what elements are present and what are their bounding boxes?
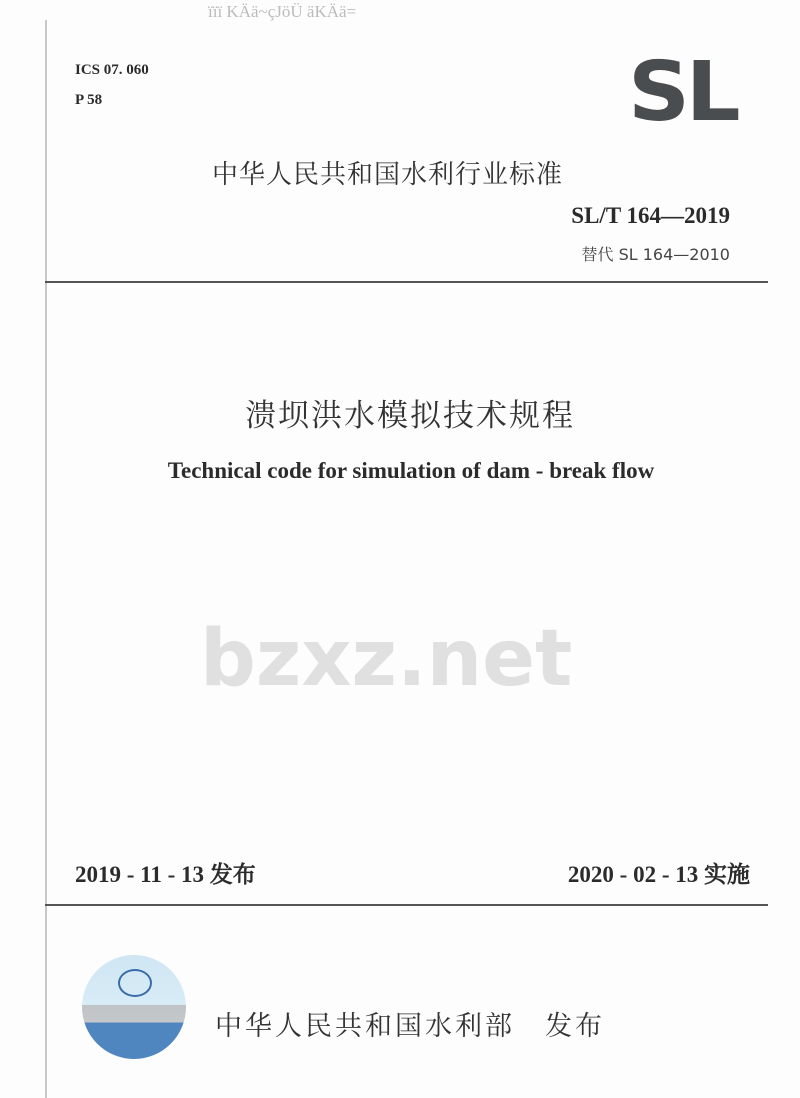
classification-code: P 58 xyxy=(75,92,103,108)
standard-number: SL/T 164—2019 xyxy=(571,203,730,228)
header-garbled-text: ïïï KÄä~çJöÜ äKÄä= xyxy=(208,2,357,21)
publisher: 中华人民共和国水利部 发布 xyxy=(215,1011,605,1042)
bottom-divider xyxy=(45,904,768,906)
title-chinese: 溃坝洪水模拟技术规程 xyxy=(245,398,575,434)
watermark: bzxz.net xyxy=(200,614,573,704)
top-divider xyxy=(45,281,768,283)
ics-code: ICS 07. 060 xyxy=(75,62,149,78)
replaces-standard: 替代 SL 164—2010 xyxy=(581,245,730,264)
standard-category: 中华人民共和国水利行业标准 xyxy=(212,160,564,190)
title-english: Technical code for simulation of dam - break flow xyxy=(167,458,655,483)
issue-date: 2019 - 11 - 13 发布 xyxy=(75,862,256,887)
effective-date: 2020 - 02 - 13 实施 xyxy=(567,862,750,887)
page-edge-line xyxy=(45,20,47,1098)
seal-emblem-icon xyxy=(118,969,152,997)
sl-logo: SL xyxy=(628,45,737,140)
anti-counterfeit-seal xyxy=(82,955,186,1059)
